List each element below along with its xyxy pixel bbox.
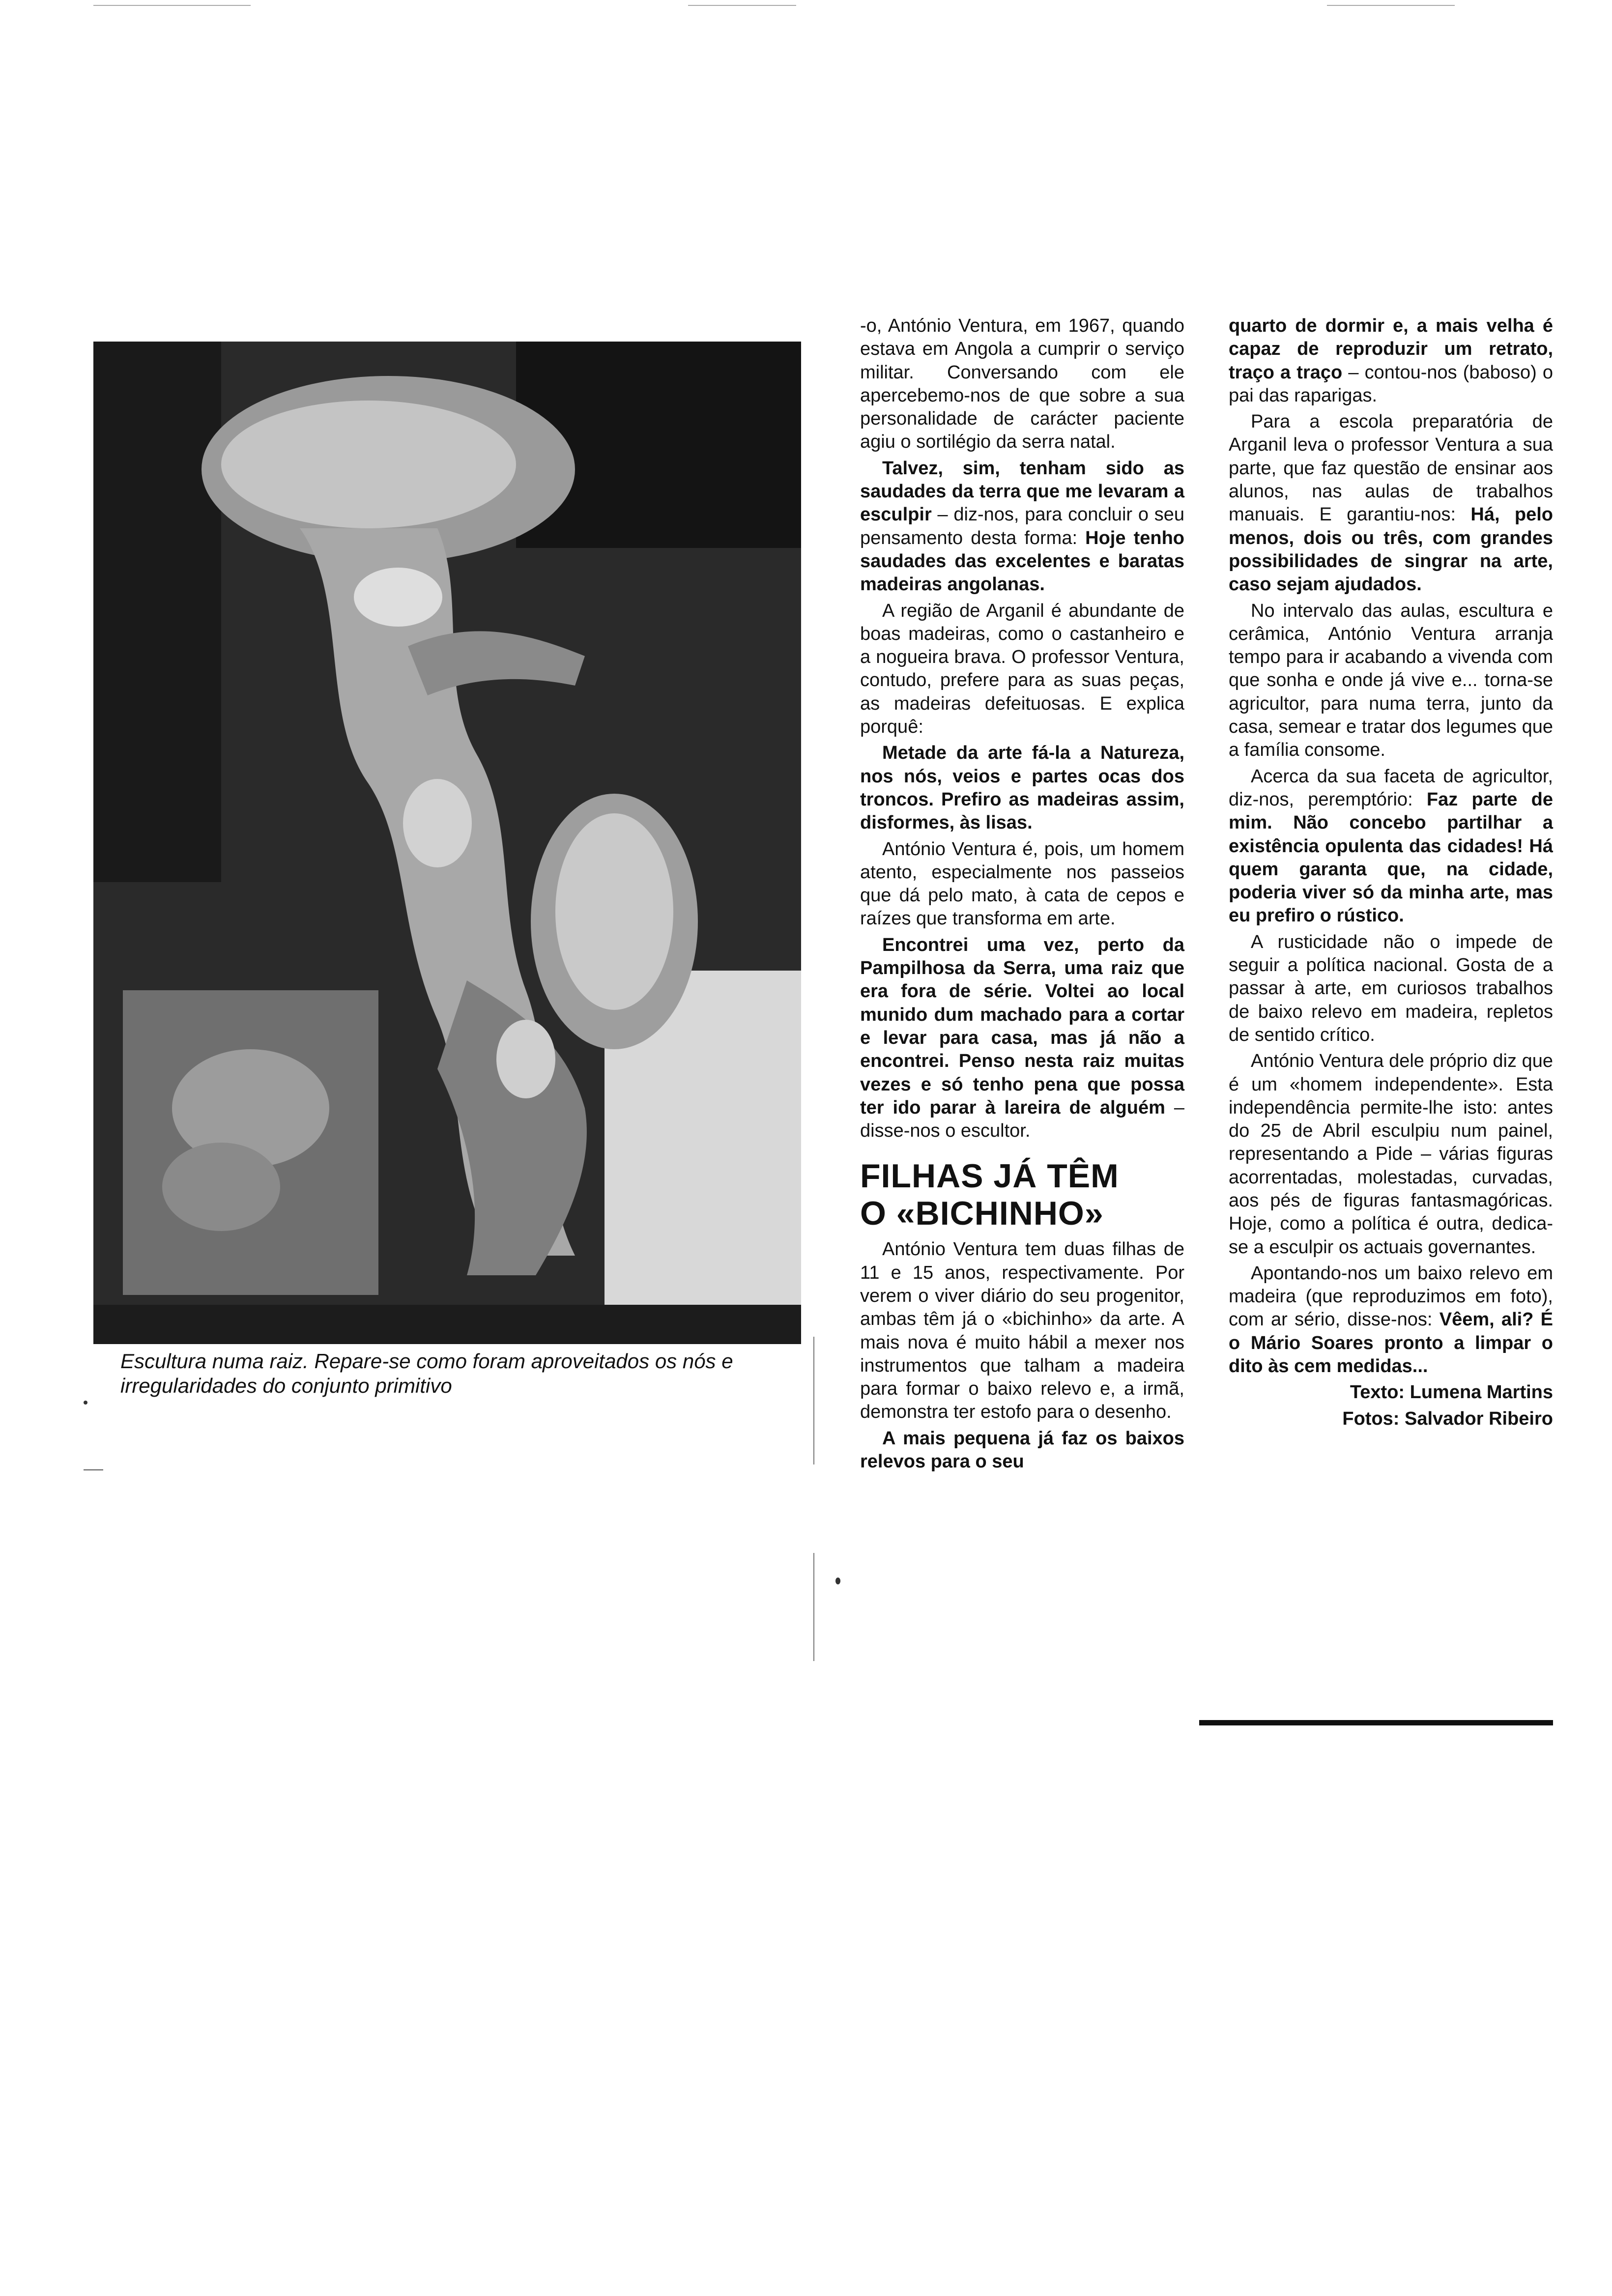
scan-mark bbox=[93, 5, 251, 6]
paragraph-text: – diz-nos, para concluir o seu pensamento desta forma: bbox=[860, 504, 1184, 548]
quote-bold: Vêem, ali? É o Mário Soares pronto a limpar o dito às cem medidas... bbox=[1229, 1309, 1553, 1377]
paragraph-text: Apontando-nos um baixo relevo em madeira (que reproduzimos em foto), com ar sério, disse-nos: bbox=[1229, 1263, 1553, 1330]
quote-bold: quarto de dormir e, a mais velha é capaz de reproduzir um retrato, traço a traço bbox=[1229, 316, 1553, 383]
section-heading bbox=[860, 1157, 1184, 1232]
paragraph: -o, António Ventura, em 1967, quando estava em Angola a cumprir o serviço militar. Conversando com ele apercebemo-nos de que sobre a sua personalidade de carácter paciente agiu o sortilégio da serra natal. bbox=[860, 316, 1184, 453]
paragraph: A região de Arganil é abundante de boas madeiras, como o castanheiro e a nogueira brava. O professor Ventura, contudo, prefere para as suas peças, as madeiras defeituosas. E explica porquê: bbox=[860, 600, 1184, 738]
paragraph bbox=[1229, 1262, 1553, 1378]
scan-mark bbox=[84, 1469, 103, 1470]
quote-bold: Metade da arte fá-la a Natureza, nos nós, veios e partes ocas dos troncos. Prefiro as madeiras assim, disformes, às lisas. bbox=[860, 743, 1184, 833]
paragraph: No intervalo das aulas, escultura e cerâmica, António Ventura arranja tempo para ir acabando a vivenda com que sonha e onde já vive e... torna-se agricultor, para numa terra, junto da casa, semear e tratar dos legumes que a família consome. bbox=[1229, 600, 1553, 761]
paragraph: António Ventura dele próprio diz que é um «homem independente». Esta independência permite-lhe isto: antes do 25 de Abril esculpiu num painel, representando a Pide – várias figuras acorrentadas, molestadas, curvadas, aos pés de figuras fantasmagóricas. Hoje, como a política é outra, dedica-se a esculpir os actuais governantes. bbox=[1229, 1051, 1553, 1258]
heading-line: O «BICHINHO» bbox=[860, 1195, 1104, 1233]
closing-rule bbox=[1199, 1720, 1553, 1725]
paragraph-text: Para a escola preparatória de Arganil leva o professor Ventura a sua parte, que faz questão de ensinar aos alunos, nas aulas de trabalhos manuais. E garantiu-nos: bbox=[1229, 411, 1553, 525]
sculpture-image bbox=[93, 342, 801, 1344]
article-column-2 bbox=[1229, 315, 1553, 1434]
quote-bold: Há, pelo menos, dois ou três, com grandes possibilidades de singrar na arte, caso sejam ajudados. bbox=[1229, 504, 1553, 595]
paragraph bbox=[860, 742, 1184, 834]
paragraph: António Ventura é, pois, um homem atento, especialmente nos passeios que dá pelo mato, à cata de cepos e raízes que transforma em arte. bbox=[860, 838, 1184, 929]
paragraph: A rusticidade não o impede de seguir a política nacional. Gosta de a passar à arte, em curiosos trabalhos de baixo relevo em madeira, repletos de sentido crítico. bbox=[1229, 931, 1553, 1045]
scan-mark bbox=[813, 1553, 814, 1661]
paragraph-text: Acerca da sua faceta de agricultor, diz-nos, peremptório: bbox=[1229, 766, 1553, 810]
scan-speck bbox=[84, 1401, 87, 1405]
sculpture-photo bbox=[93, 342, 801, 1344]
scan-speck bbox=[835, 1578, 840, 1584]
quote-bold: Talvez, sim, tenham sido as saudades da terra que me levaram a esculpir bbox=[860, 458, 1184, 525]
scan-mark bbox=[688, 5, 796, 6]
article-column-1 bbox=[860, 315, 1184, 1476]
paragraph: António Ventura tem duas filhas de 11 e 15 anos, respectivamente. Por verem o viver diário do seu progenitor, ambas têm já o «bichinho» da arte. A mais nova é muito hábil a mexer nos instrumentos que talham a madeira para formar o baixo relevo e, a irmã, demonstra ter estofo para o desenho. bbox=[860, 1239, 1184, 1423]
paragraph bbox=[860, 1427, 1184, 1474]
scan-mark bbox=[813, 1337, 814, 1464]
paragraph bbox=[1229, 765, 1553, 928]
paragraph bbox=[1229, 410, 1553, 596]
paragraph bbox=[860, 457, 1184, 597]
photo-caption: Escultura numa raiz. Repare-se como foram aproveitados os nós e irregularidades do conjunto primitivo bbox=[120, 1349, 733, 1397]
quote-bold: Hoje tenho saudades das excelentes e baratas madeiras angolanas. bbox=[860, 527, 1184, 595]
quote-bold: A mais pequena já faz os baixos relevos para o seu bbox=[860, 1428, 1184, 1472]
quote-bold: Encontrei uma vez, perto da Pampilhosa da Serra, uma raiz que era fora de série. Voltei ao local munido dum machado para a cortar e levar para casa, mas já não a encontrei. Penso nesta raiz muitas vezes e só tenho pena que possa ter ido parar à lareira de alguém bbox=[860, 934, 1184, 1118]
heading-line: FILHAS JÁ TÊM bbox=[860, 1157, 1119, 1195]
scan-mark bbox=[1327, 5, 1455, 6]
paragraph-text: – disse-nos o escultor. bbox=[860, 1097, 1184, 1142]
paragraph bbox=[860, 934, 1184, 1143]
paragraph bbox=[1229, 315, 1553, 407]
paragraph-text: – contou-nos (baboso) o pai das raparigas. bbox=[1229, 362, 1553, 406]
quote-bold: Faz parte de mim. Não concebo partilhar a existência opulenta das cidades! Há quem garanta que, na cidade, poderia viver só da minha arte, mas eu prefiro o rústico. bbox=[1229, 789, 1554, 926]
text-credit: Texto: Lumena Martins bbox=[1350, 1382, 1553, 1403]
photo-credit: Fotos: Salvador Ribeiro bbox=[1342, 1408, 1553, 1429]
